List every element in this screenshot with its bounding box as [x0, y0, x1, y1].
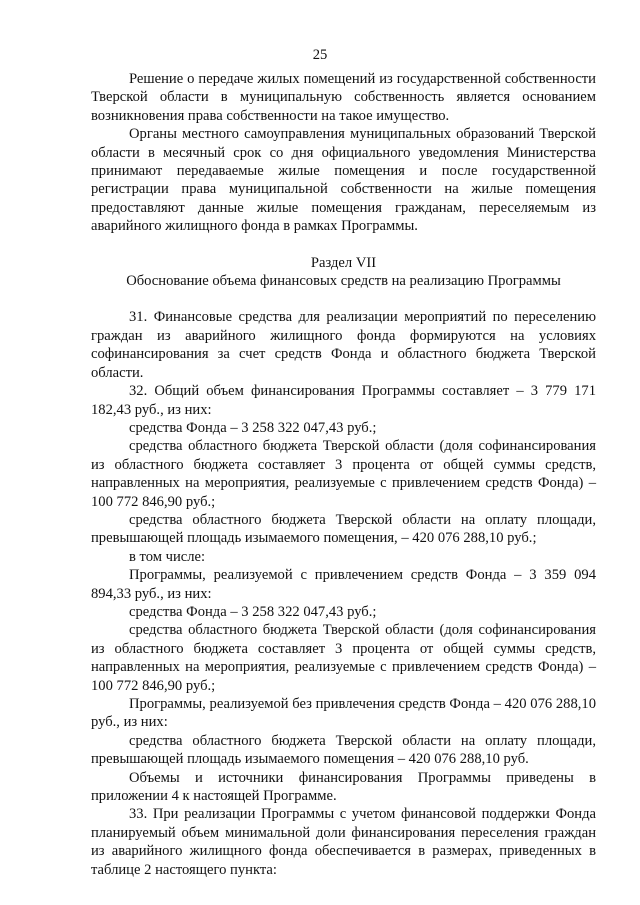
- body-paragraph: средства областного бюджета Тверской области на оплату площади, превышающей площадь изымаемого помещения, – 420 076 288,10 руб.;: [91, 511, 596, 547]
- body-paragraph: в том числе:: [129, 548, 206, 565]
- spacer: [91, 236, 596, 254]
- body-paragraph: 31. Финансовые средства для реализации мероприятий по переселению граждан из аварийного жилищного фонда формируются на условиях софинансирования за счет средств Фонда и областного бюджета Тверской области.: [91, 309, 596, 381]
- body-paragraph: средства Фонда – 3 258 322 047,43 руб.;: [129, 419, 377, 436]
- body-paragraph: Программы, реализуемой без привлечения средств Фонда – 420 076 288,10 руб., из них:: [91, 696, 596, 731]
- page-number: 25: [312, 47, 328, 63]
- body-paragraph: Программы, реализуемой с привлечением средств Фонда – 3 359 094 894,33 руб., из них:: [91, 567, 596, 602]
- body-paragraph: средства областного бюджета Тверской области (доля софинансирования из областного бюджета составляет 3 процента от общей суммы средств, направленных на мероприятия, реализуемые с привлечением средств Фонда) – 100 772 846,90 руб.;: [91, 438, 596, 510]
- section-title: Раздел VII: [310, 254, 377, 271]
- body-paragraph: 33. При реализации Программы с учетом финансовой поддержки Фонда планируемый объем минимальной доли финансирования переселения граждан из аварийного жилищного фонда обеспечивается в размерах, приведенных в таблице 2 настоящего пункта:: [91, 806, 596, 878]
- document-body: [91, 70, 596, 879]
- body-paragraph: средства областного бюджета Тверской области (доля софинансирования из областного бюджета составляет 3 процента от общей суммы средств, направленных на мероприятия, реализуемые с привлечением средств Фонда) – 100 772 846,90 руб.;: [91, 622, 596, 694]
- body-paragraph: средства Фонда – 3 258 322 047,43 руб.;: [129, 603, 377, 620]
- intro-paragraph: Решение о передаче жилых помещений из государственной собственности Тверской области в муниципальную собственность является основанием возникновения права собственности на такое имущество.: [91, 71, 596, 124]
- section-subtitle: Обоснование объема финансовых средств на реализацию Программы: [126, 273, 561, 290]
- spacer: [91, 290, 596, 308]
- body-paragraph: Объемы и источники финансирования Программы приведены в приложении 4 к настоящей Программе.: [91, 769, 596, 805]
- body-paragraph: 32. Общий объем финансирования Программы составляет – 3 779 171 182,43 руб., из них:: [91, 383, 596, 418]
- body-paragraph: средства областного бюджета Тверской области на оплату площади, превышающей площадь изымаемого помещения – 420 076 288,10 руб.: [91, 732, 596, 768]
- intro-paragraph: Органы местного самоуправления муниципальных образований Тверской области в месячный срок со дня официального уведомления Министерства принимают передаваемые жилые помещения и после государственной регистрации права муниципальной собственности на жилые помещения предоставляют данные жилые помещения гражданам, переселяемым из аварийного жилищного фонда в рамках Программы.: [91, 126, 596, 235]
